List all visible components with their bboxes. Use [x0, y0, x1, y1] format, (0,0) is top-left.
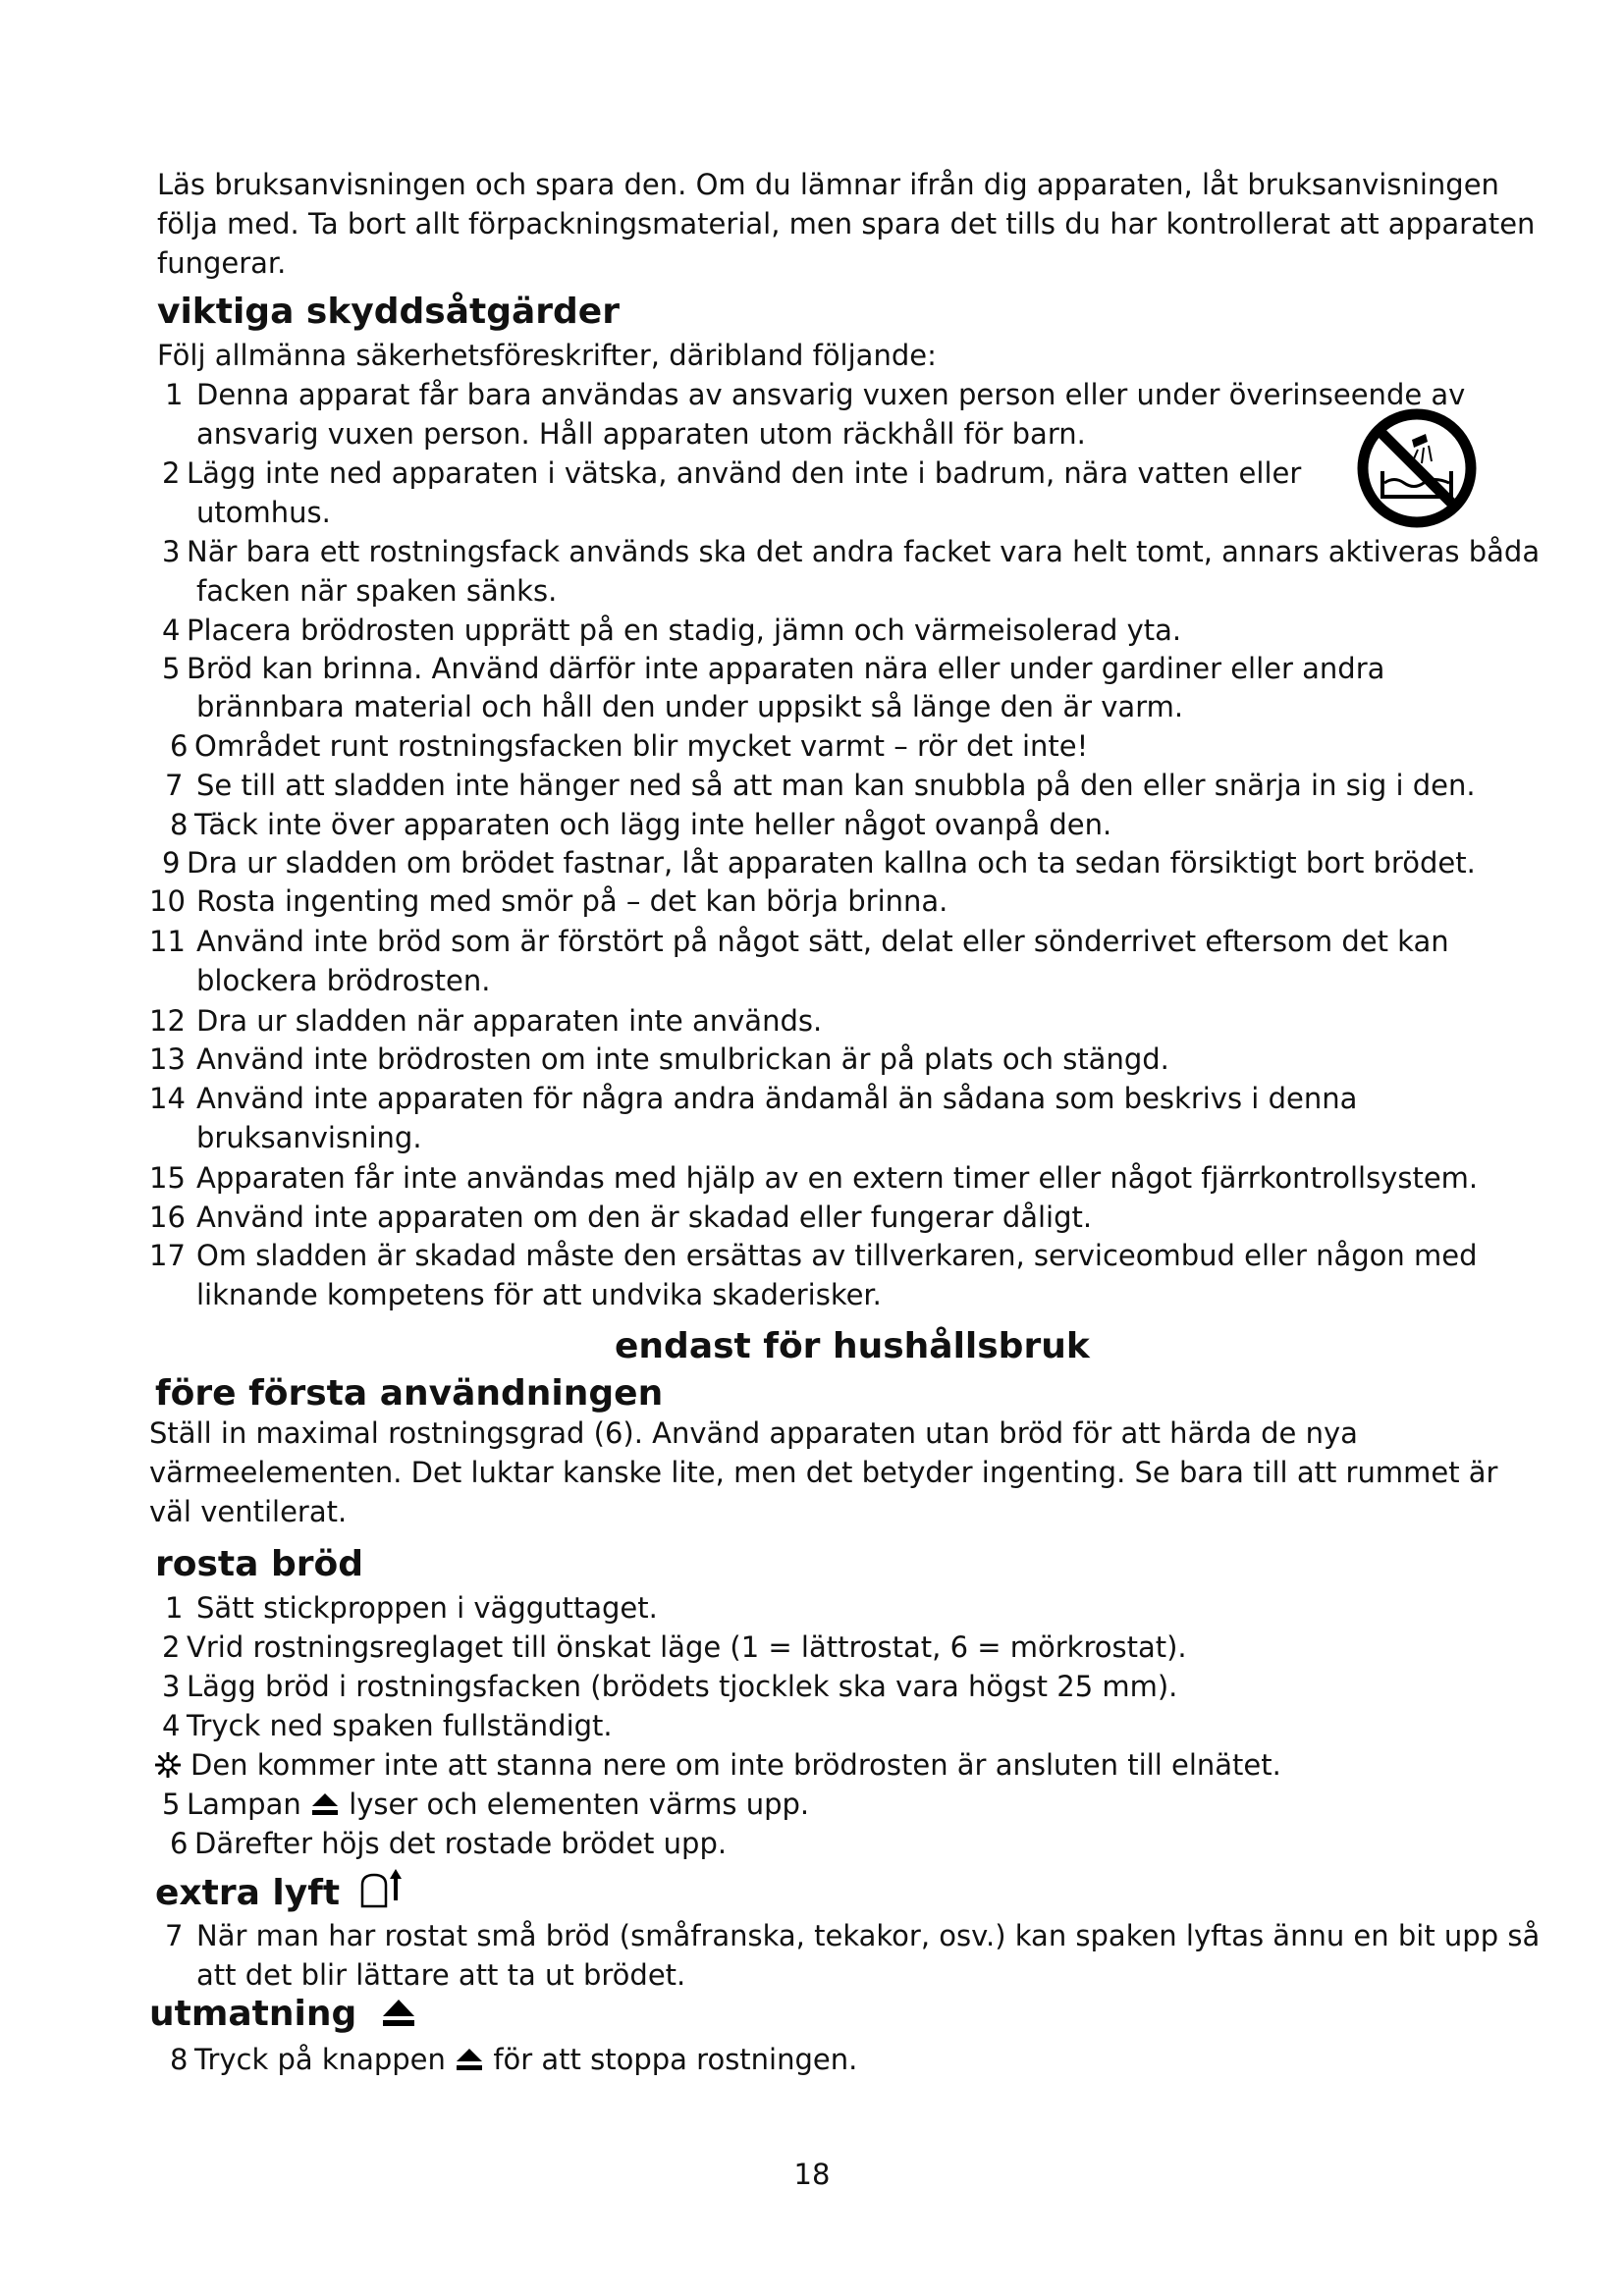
warning-star-icon: [155, 1752, 181, 1778]
eject-heading-icon: [381, 1998, 416, 2029]
eject-icon: [310, 1791, 340, 1817]
safety-item-2: 2 Lägg inte ned apparaten i vätska, använd den inte i badrum, nära vatten eller: [162, 456, 1302, 490]
bread-lift-icon: [356, 1869, 404, 1910]
safety-item-8: 8 Täck inte över apparaten och lägg inte heller något ovanpå den.: [170, 808, 1112, 841]
eject-step-8: 8 Tryck på knappen för att stoppa rostningen.: [170, 2043, 858, 2076]
eject-icon: [455, 2047, 484, 2072]
safety-item-17-cont: liknande kompetens för att undvika skaderisker.: [196, 1278, 882, 1311]
toast-note: Den kommer inte att stanna nere om inte brödrosten är ansluten till elnätet.: [155, 1745, 1281, 1785]
safety-item-11-cont: blockera brödrosten.: [196, 964, 491, 997]
first-use-heading: före första användningen: [155, 1373, 664, 1414]
safety-item-6: 6 Området runt rostningsfacken blir mycket varmt – rör det inte!: [170, 729, 1089, 763]
safety-item-9: 9 Dra ur sladden om brödet fastnar, låt apparaten kallna och ta sedan försiktigt bort brödet.: [162, 846, 1476, 880]
safety-item-1-cont: ansvarig vuxen person. Håll apparaten utom räckhåll för barn.: [196, 417, 1086, 451]
safety-item-5: 5 Bröd kan brinna. Använd därför inte apparaten nära eller under gardiner eller andra: [162, 652, 1385, 685]
intro-line-2: följa med. Ta bort allt förpackningsmaterial, men spara det tills du har kontrollerat att apparaten: [157, 207, 1536, 240]
toast-step-2: 2 Vrid rostningsreglaget till önskat läge (1 = lättrostat, 6 = mörkrostat).: [162, 1630, 1187, 1664]
safety-item-10: 10 Rosta ingenting med smör på – det kan börja brinna.: [149, 884, 948, 918]
safety-item-3: 3 När bara ett rostningsfack används ska det andra facket vara helt tomt, annars aktiveras båda: [162, 535, 1541, 568]
no-water-warning-icon: [1353, 404, 1481, 532]
intro-line-3: fungerar.: [157, 246, 287, 280]
safety-item-2-cont: utomhus.: [196, 496, 331, 529]
safety-lead: Följ allmänna säkerhetsföreskrifter, däribland följande:: [157, 339, 937, 372]
safety-item-1: 1 Denna apparat får bara användas av ansvarig vuxen person eller under överinseende av: [165, 378, 1466, 411]
household-only-heading: endast för hushållsbruk: [615, 1326, 1090, 1366]
safety-item-7: 7 Se till att sladden inte hänger ned så att man kan snubbla på den eller snärja in sig i den.: [165, 769, 1476, 802]
safety-item-15: 15 Apparaten får inte användas med hjälp av en extern timer eller något fjärrkontrollsystem.: [149, 1161, 1479, 1195]
toast-step-3: 3 Lägg bröd i rostningsfacken (brödets tjocklek ska vara högst 25 mm).: [162, 1670, 1178, 1703]
extra-lift-step-7: 7 När man har rostat små bröd (småfranska, tekakor, osv.) kan spaken lyftas ännu en bit upp så: [165, 1919, 1541, 1952]
toast-step-5: 5 Lampan lyser och elementen värms upp.: [162, 1788, 810, 1821]
toast-step-4: 4 Tryck ned spaken fullständigt.: [162, 1709, 613, 1742]
safety-item-16: 16 Använd inte apparaten om den är skadad eller fungerar dåligt.: [149, 1201, 1093, 1234]
safety-item-4: 4 Placera brödrosten upprätt på en stadig, jämn och värmeisolerad yta.: [162, 614, 1182, 647]
safety-item-3-cont: facken när spaken sänks.: [196, 574, 558, 608]
safety-item-11: 11 Använd inte bröd som är förstört på något sätt, delat eller sönderrivet eftersom det kan: [149, 925, 1449, 958]
safety-item-5-cont: brännbara material och håll den under uppsikt så länge den är varm.: [196, 690, 1184, 723]
toast-step-1: 1 Sätt stickproppen i vägguttaget.: [165, 1591, 658, 1625]
safety-item-13: 13 Använd inte brödrosten om inte smulbrickan är på plats och stängd.: [149, 1042, 1169, 1076]
page-number: 18: [793, 2158, 831, 2191]
eject-heading: utmatning: [149, 1993, 416, 2036]
toast-heading: rosta bröd: [155, 1544, 363, 1584]
intro-line-1: Läs bruksanvisningen och spara den. Om du lämnar ifrån dig apparaten, låt bruksanvisningen: [157, 168, 1499, 201]
safety-item-14-cont: bruksanvisning.: [196, 1121, 422, 1154]
first-use-line-2: värmeelementen. Det luktar kanske lite, men det betyder ingenting. Se bara till att rummet är: [149, 1456, 1498, 1489]
safety-heading: viktiga skyddsåtgärder: [157, 292, 620, 332]
safety-item-14: 14 Använd inte apparaten för några andra ändamål än sådana som beskrivs i denna: [149, 1082, 1358, 1115]
safety-item-12: 12 Dra ur sladden när apparaten inte används.: [149, 1004, 823, 1038]
extra-lift-step-7-cont: att det blir lättare att ta ut brödet.: [196, 1958, 686, 1992]
first-use-line-3: väl ventilerat.: [149, 1495, 348, 1528]
extra-lift-heading: extra lyft: [155, 1869, 404, 1915]
first-use-line-1: Ställ in maximal rostningsgrad (6). Använd apparaten utan bröd för att härda de nya: [149, 1416, 1358, 1450]
safety-item-17: 17 Om sladden är skadad måste den ersättas av tillverkaren, serviceombud eller någon med: [149, 1239, 1478, 1272]
toast-step-6: 6 Därefter höjs det rostade brödet upp.: [170, 1827, 728, 1860]
